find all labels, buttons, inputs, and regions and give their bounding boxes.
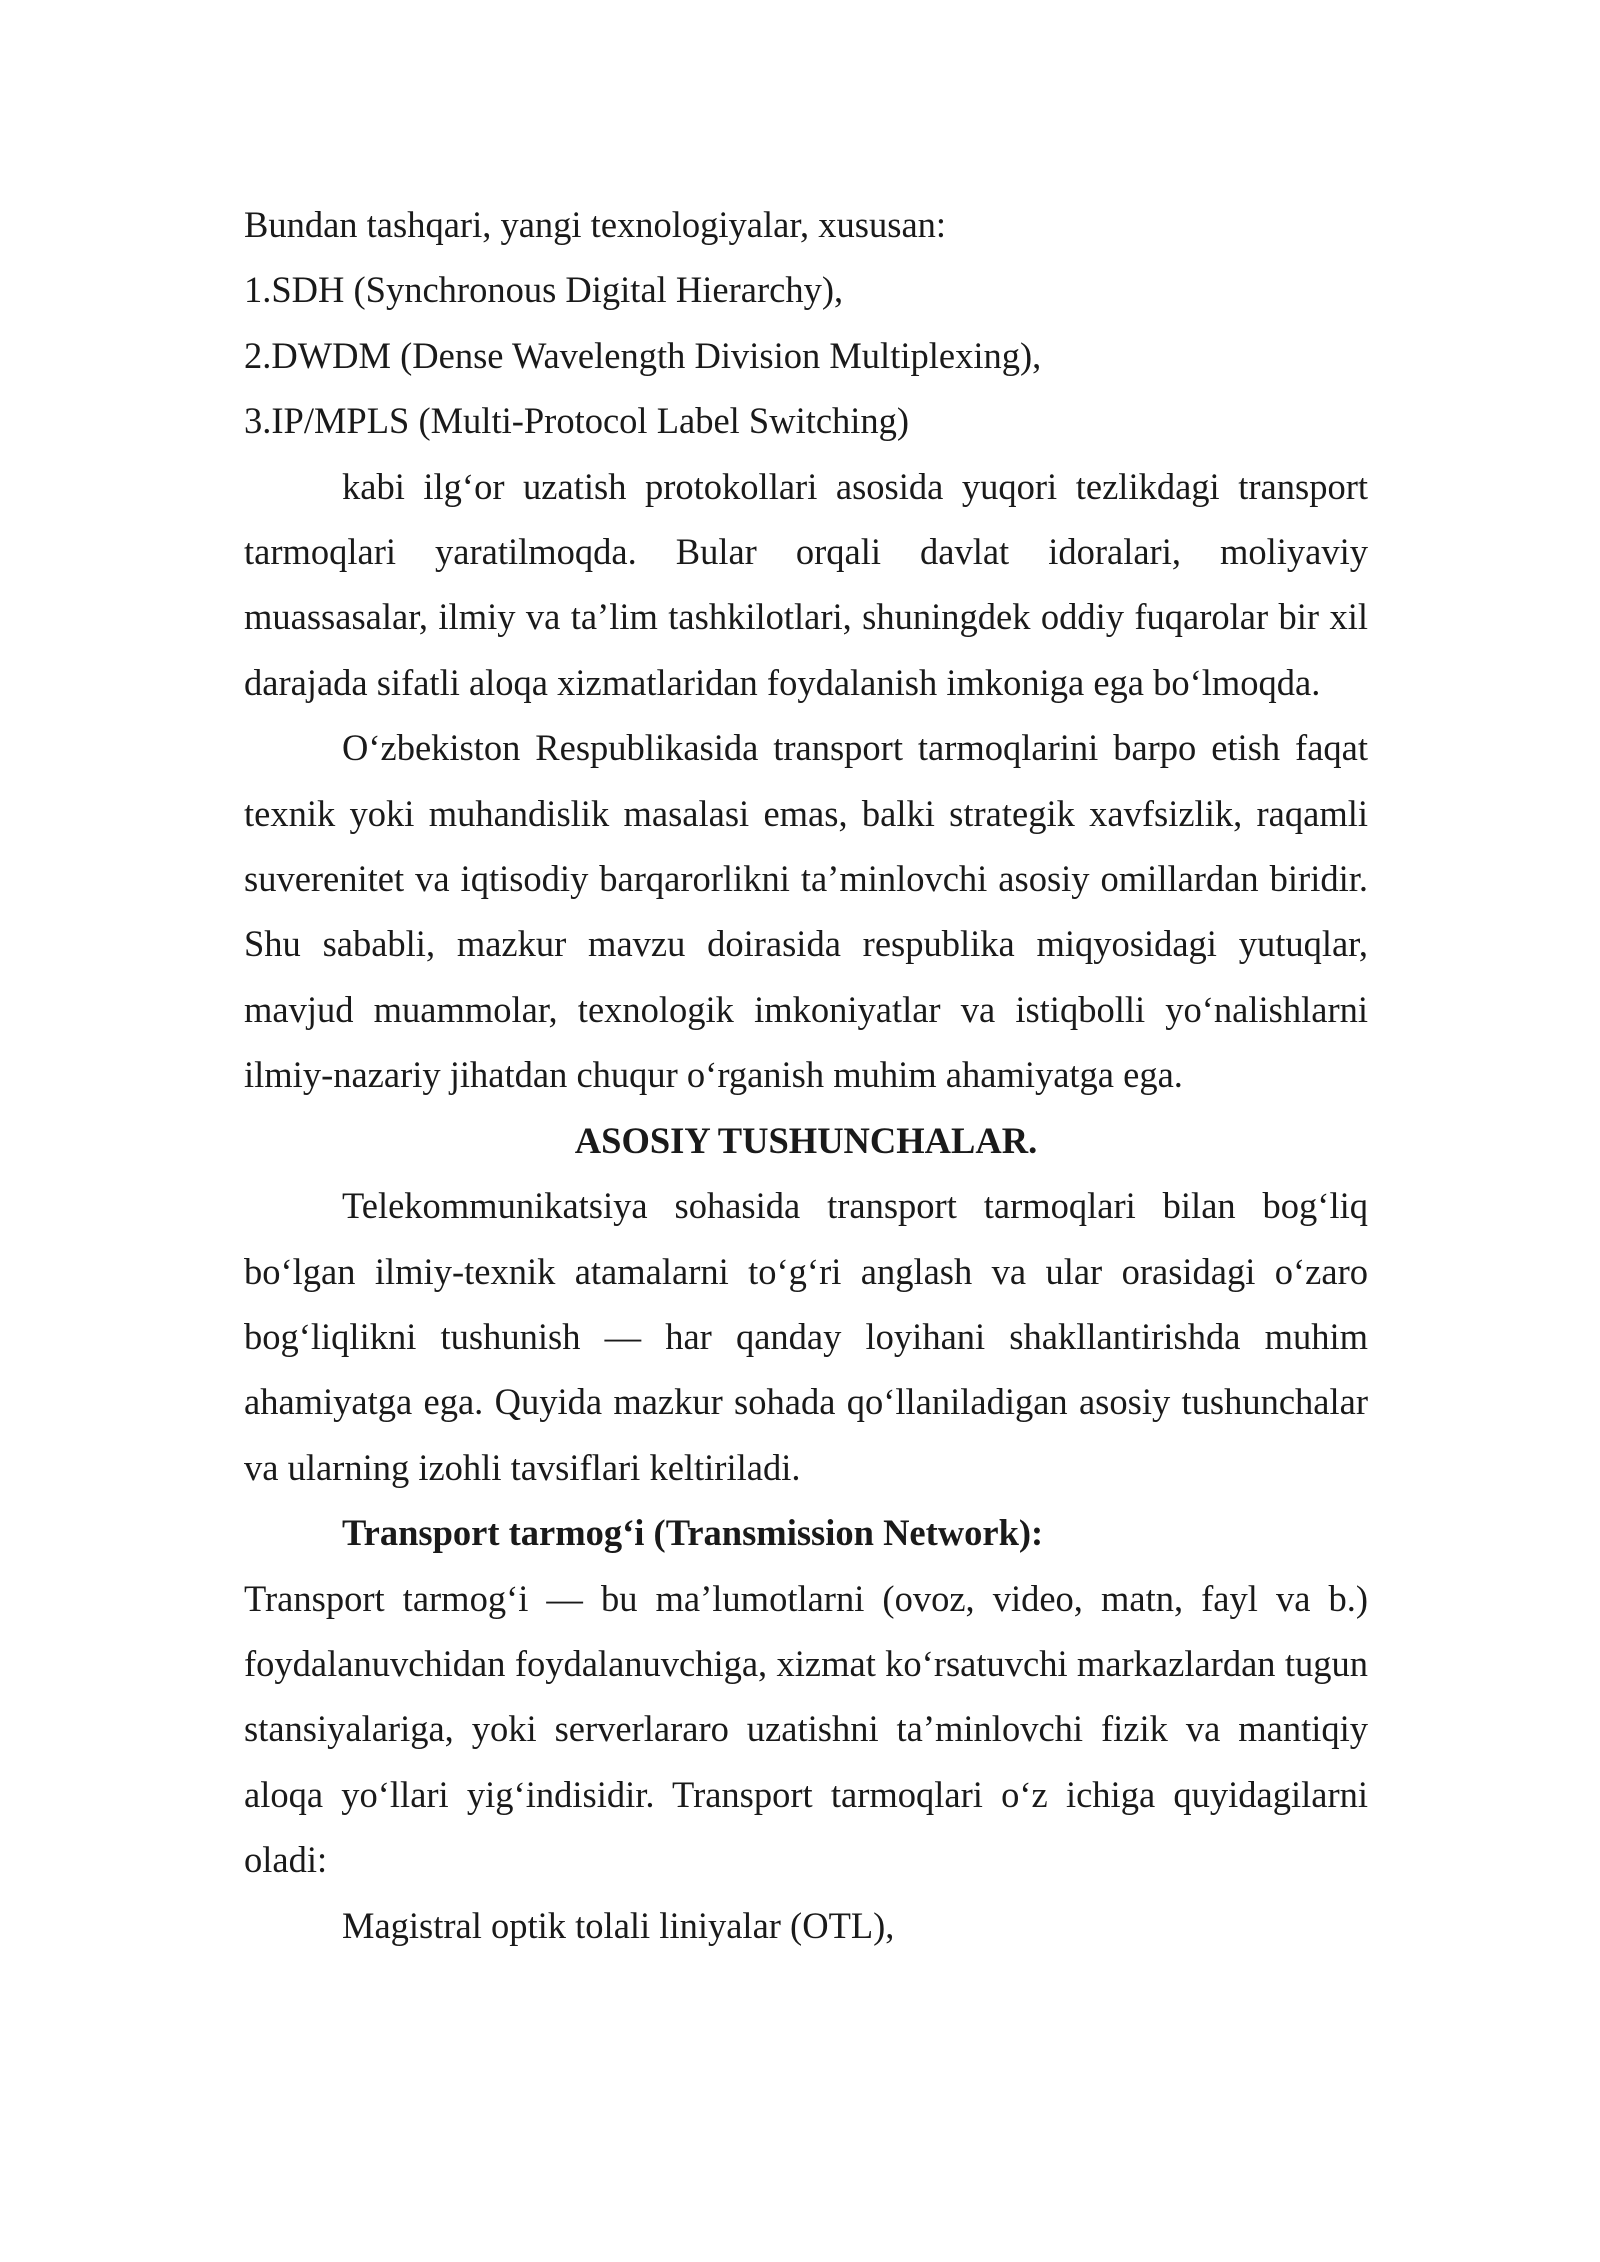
tech-list-item-sdh: 1.SDH (Synchronous Digital Hierarchy),	[244, 269, 844, 311]
paragraph-definition: Transport tarmog‘i — bu ma’lumotlarni (ovoz, video, matn, fayl va b.) foydalanuvchidan foydalanuvchiga, xizmat ko‘rsatuvchi markazlardan tugun stansiyalariga, yoki serverlararo uzatishni ta’minlovchi fizik va mantiqiy aloqa yo‘llari yig‘indisidir. Transport tarmoqlari o‘z ichiga quyidagilarni oladi:	[244, 1577, 1368, 1881]
tech-list-item-dwdm: 2.DWDM (Dense Wavelength Division Multiplexing),	[244, 334, 1042, 376]
intro-line: Bundan tashqari, yangi texnologiyalar, xususan:	[244, 204, 947, 245]
paragraph-concepts: Telekommunikatsiya sohasida transport tarmoqlari bilan bog‘liq bo‘lgan ilmiy-texnik atamalarni to‘g‘ri anglash va ular orasidagi o‘zaro bog‘liqlikni tushunish — har qanday loyihani shakllantirishda muhim ahamiyatga ega. Quyida mazkur sohada qo‘llaniladigan asosiy tushunchalar va ularning izohli tavsiflari keltiriladi.	[244, 1185, 1368, 1488]
tech-list-item-ipmpls: 3.IP/MPLS (Multi-Protocol Label Switching)	[244, 400, 910, 442]
paragraph-uzbekistan: O‘zbekiston Respublikasida transport tarmoqlarini barpo etish faqat texnik yoki muhandislik masalasi emas, balki strategik xavfsizlik, raqamli suverenitet va iqtisodiy barqarorlikni ta’minlovchi asosiy omillardan biridir. Shu sababli, mazkur mavzu doirasida respublika miqyosidagi yutuqlar, mavjud muammolar, texnologik imkoniyatlar va istiqbolli yo‘nalishlarni ilmiy-nazariy jihatdan chuqur o‘rganish muhim ahamiyatga ega.	[244, 727, 1368, 1096]
term-heading: Transport tarmog‘i (Transmission Network):	[342, 1512, 1044, 1554]
paragraph-protocols: kabi ilg‘or uzatish protokollari asosida yuqori tezlikdagi transport tarmoqlari yaratilmoqda. Bular orqali davlat idoralari, moliyaviy muassasalar, ilmiy va ta’lim tashkilotlari, shuningdek oddiy fuqarolar bir xil darajada sifatli aloqa xizmatlaridan foydalanish imkoniga ega bo‘lmoqda.	[244, 465, 1368, 703]
document-page	[244, 192, 1368, 1958]
section-heading: ASOSIY TUSHUNCHALAR.	[574, 1119, 1038, 1161]
list-item-otl: Magistral optik tolali liniyalar (OTL),	[342, 1904, 895, 1946]
